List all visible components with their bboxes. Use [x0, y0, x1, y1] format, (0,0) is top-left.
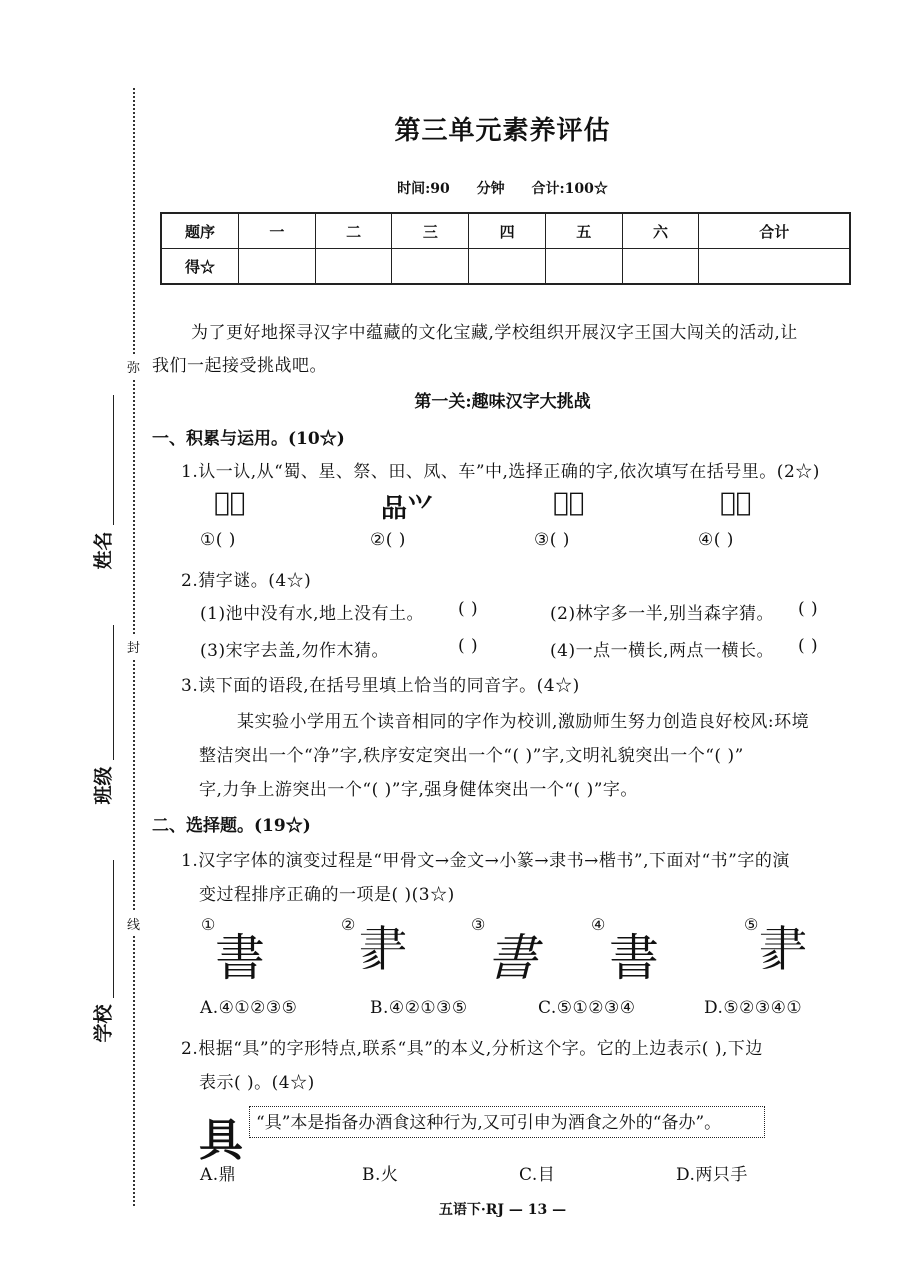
q1-blank-1[interactable]: ①( ): [200, 530, 236, 550]
score-col: 四: [469, 213, 546, 249]
score-cell[interactable]: [622, 249, 699, 285]
oracle-glyph-1: 𢀳𠂈: [214, 488, 246, 518]
name-label: 姓名: [92, 531, 115, 570]
q3-passage-line-1: 某实验小学用五个读音相同的字作为校训,激励师生努力创造良好校风:环境: [237, 712, 810, 732]
score-table-score-row: [161, 249, 850, 285]
riddle-2-blank[interactable]: ( ): [798, 599, 819, 619]
riddle-4-blank[interactable]: ( ): [798, 636, 819, 656]
score-cell[interactable]: [239, 249, 316, 285]
ju-note-box: “具”本是指备办酒食这种行为,又可引申为酒食之外的“备办”。: [249, 1106, 765, 1138]
q1-blank-4[interactable]: ④( ): [698, 530, 734, 550]
score-cell[interactable]: [469, 249, 546, 285]
intro-line-2: 我们一起接受挑战吧。: [152, 356, 327, 376]
score-cell[interactable]: [392, 249, 469, 285]
script-glyph-4: 書: [609, 929, 659, 987]
score-cell[interactable]: [699, 249, 850, 285]
seal-char-feng: 封: [127, 635, 140, 658]
script-glyph-3: 書: [487, 929, 537, 987]
q2-prompt: 2.猜字谜。(4☆): [181, 571, 312, 591]
section1-heading: 一、积累与运用。(10☆): [152, 429, 345, 449]
total-score: 合计:100☆: [531, 181, 608, 197]
class-label: 班级: [92, 766, 115, 805]
option-a[interactable]: A.鼎: [200, 1165, 237, 1185]
school-write-line[interactable]: [113, 860, 114, 998]
seal-char-xian: 线: [127, 912, 140, 935]
class-write-line[interactable]: [113, 625, 114, 760]
exam-meta: [0, 178, 905, 198]
score-table-row-label: 题序: [161, 213, 239, 249]
score-table: [160, 212, 851, 285]
oracle-glyph-4: 𢀳𢇍: [720, 488, 752, 518]
riddle-2: (2)林字多一半,别当森字猜。: [550, 604, 774, 624]
riddle-3: (3)宋字去盖,勿作木猜。: [200, 641, 389, 661]
option-b[interactable]: B.④②①③⑤: [370, 998, 468, 1018]
intro-line-1: 为了更好地探寻汉字中蕴藏的文化宝藏,学校组织开展汉字王国大闯关的活动,让: [191, 323, 798, 343]
score-table-header-row: [161, 213, 850, 249]
script-mark-3: ③: [471, 915, 486, 934]
q1-blank-2[interactable]: ②( ): [370, 530, 406, 550]
riddle-3-blank[interactable]: ( ): [458, 636, 479, 656]
option-b[interactable]: B.火: [362, 1165, 399, 1185]
page-title: 第三单元素养评估: [394, 116, 611, 146]
script-glyph-2: 𦘔: [358, 921, 408, 979]
score-cell[interactable]: [315, 249, 392, 285]
s2q2-line-2: 表示( )。(4☆): [199, 1073, 315, 1093]
s2q1-line-2: 变过程排序正确的一项是( )(3☆): [199, 885, 455, 905]
school-label: 学校: [92, 1004, 115, 1043]
oracle-glyph-2: 品⺍: [381, 494, 434, 524]
stage-heading: 第一关:趣味汉字大挑战: [414, 392, 591, 412]
score-col: 二: [315, 213, 392, 249]
q1-prompt: 1.认一认,从“蜀、星、祭、田、凤、车”中,选择正确的字,依次填写在括号里。(2☆): [181, 462, 820, 482]
score-table-row-label: 得☆: [161, 249, 239, 285]
s2q2-line-1: 2.根据“具”的字形特点,联系“具”的本义,分析这个字。它的上边表示( ),下边: [181, 1039, 763, 1059]
option-c[interactable]: C.目: [519, 1165, 556, 1185]
q3-passage-line-2: 整洁突出一个“净”字,秩序安定突出一个“( )”字,文明礼貌突出一个“( )”: [199, 746, 744, 766]
q3-passage-line-3: 字,力争上游突出一个“( )”字,强身健体突出一个“( )”字。: [199, 780, 638, 800]
section2-heading: 二、选择题。(19☆): [152, 816, 311, 836]
seal-char-mi: 弥: [127, 355, 140, 378]
score-col: 一: [239, 213, 316, 249]
option-a[interactable]: A.④①②③⑤: [200, 998, 298, 1018]
riddle-1-blank[interactable]: ( ): [458, 599, 479, 619]
score-col: 五: [545, 213, 622, 249]
script-mark-5: ⑤: [744, 915, 759, 934]
name-write-line[interactable]: [113, 395, 114, 525]
script-glyph-5: 𦘔: [758, 921, 808, 979]
score-col: 合计: [699, 213, 850, 249]
script-glyph-1: 書: [215, 929, 265, 987]
score-cell[interactable]: [545, 249, 622, 285]
score-col: 六: [622, 213, 699, 249]
oracle-glyph-3: 𢀳𢇍: [553, 488, 585, 518]
ju-seal-glyph: 具: [199, 1115, 243, 1166]
script-mark-4: ④: [591, 915, 606, 934]
script-mark-2: ②: [341, 915, 356, 934]
option-d[interactable]: D.⑤②③④①: [704, 998, 803, 1018]
time-limit: 时间:90 分钟: [397, 181, 505, 197]
option-d[interactable]: D.两只手: [676, 1165, 748, 1185]
score-col: 三: [392, 213, 469, 249]
riddle-4: (4)一点一横长,两点一横长。: [550, 641, 774, 661]
option-c[interactable]: C.⑤①②③④: [538, 998, 636, 1018]
page-footer: 五语下·RJ — 13 —: [438, 1202, 567, 1218]
s2q1-line-1: 1.汉字字体的演变过程是“甲骨文→金文→小篆→隶书→楷书”,下面对“书”字的演: [181, 851, 790, 871]
script-mark-1: ①: [201, 915, 216, 934]
riddle-1: (1)池中没有水,地上没有土。: [200, 604, 424, 624]
q1-blank-3[interactable]: ③( ): [534, 530, 570, 550]
q3-prompt: 3.读下面的语段,在括号里填上恰当的同音字。(4☆): [181, 676, 580, 696]
